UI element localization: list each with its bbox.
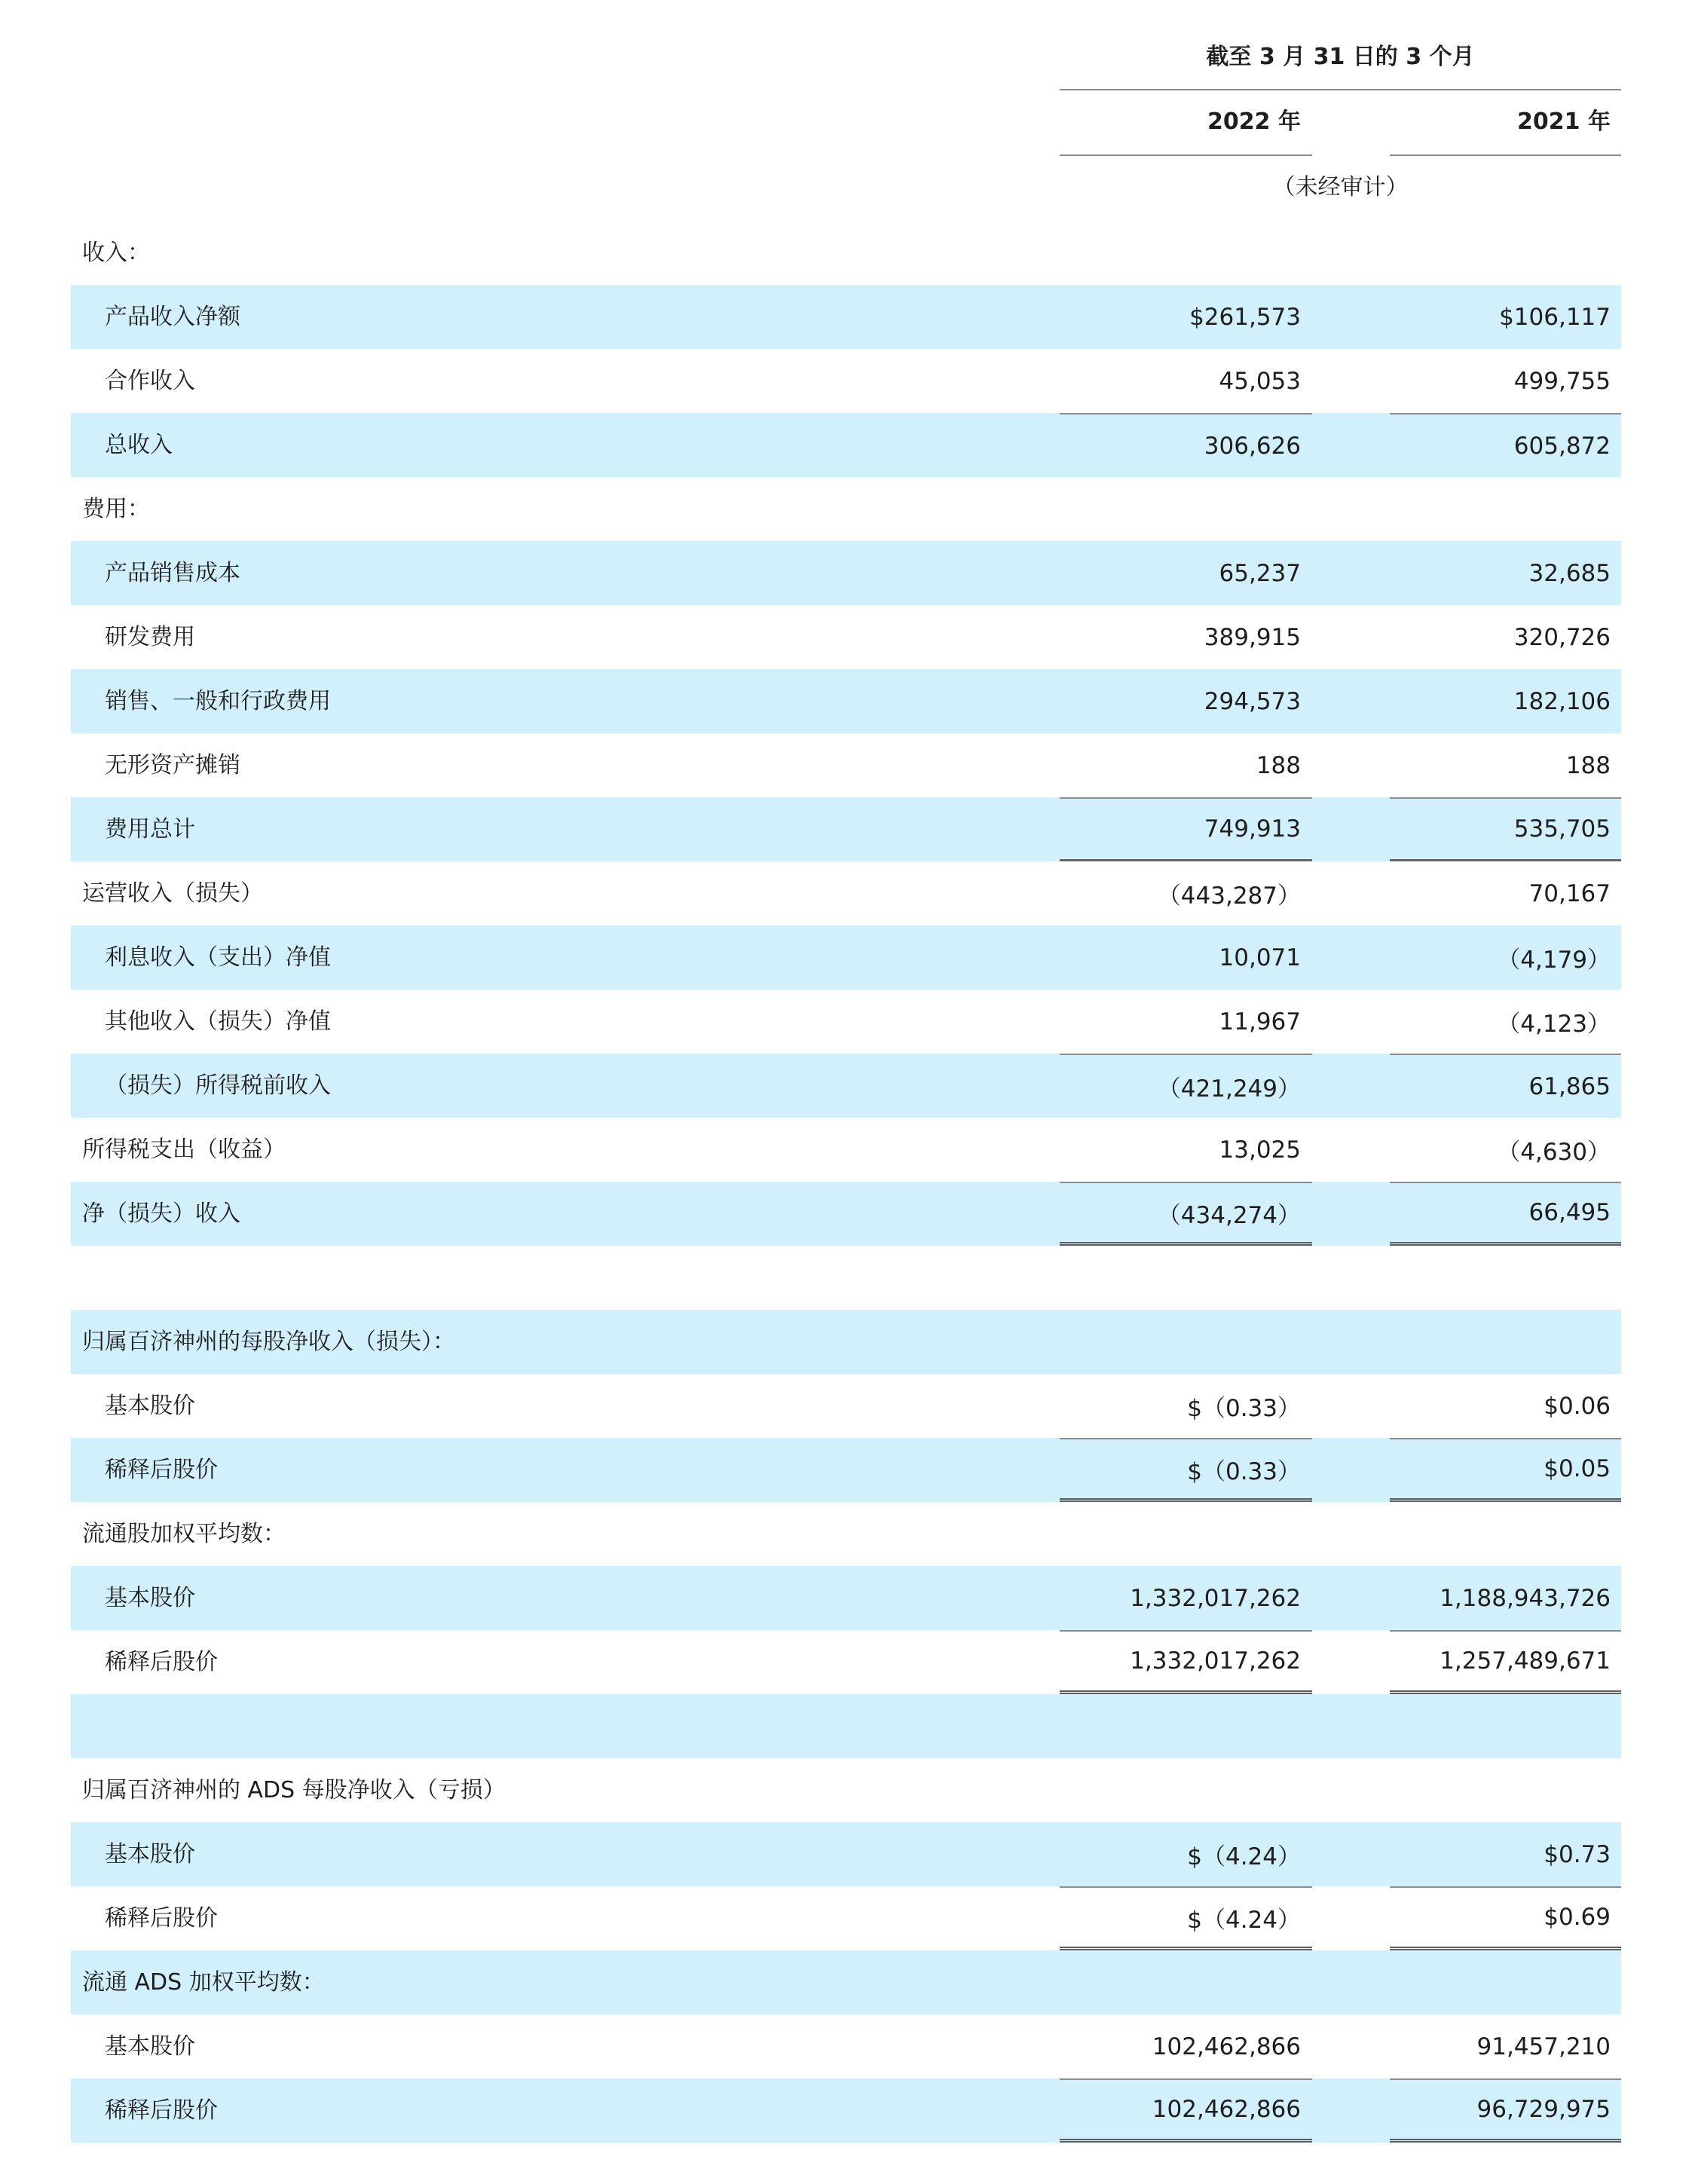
section-revenue <box>71 221 1621 285</box>
row-other-income <box>71 990 1621 1054</box>
header-divider <box>1060 89 1621 90</box>
row-operating-income <box>71 861 1621 925</box>
blank-row <box>71 1694 1621 1758</box>
section-eps <box>71 1310 1621 1374</box>
row-label: 基本股价 <box>105 2033 195 2060</box>
value-2021: 96,729,975 <box>1390 2078 1621 2143</box>
value-2022: 1,332,017,262 <box>1060 1630 1312 1694</box>
row-shares-diluted <box>71 1630 1621 1694</box>
row-amortization <box>71 733 1621 797</box>
value-2022: 749,913 <box>1060 797 1312 861</box>
value-2021: （4,123） <box>1497 1011 1611 1038</box>
row-label: 费用： <box>82 496 150 522</box>
value-2022: $（0.33） <box>1187 1395 1301 1422</box>
value-2021: 91,457,210 <box>1476 2033 1611 2060</box>
section-expenses <box>71 477 1621 541</box>
row-label: 净（损失）收入 <box>82 1201 240 1227</box>
column-header-2022: 2022 年 <box>1207 109 1301 135</box>
column-header-2021: 2021 年 <box>1517 109 1611 135</box>
value-2021: $0.73 <box>1544 1840 1611 1868</box>
value-2021: 320,726 <box>1513 623 1611 651</box>
value-2022: （443,287） <box>1157 882 1301 910</box>
row-label: 产品销售成本 <box>105 560 240 586</box>
section-weighted-ads <box>71 1950 1621 2014</box>
blank-row <box>71 1246 1621 1310</box>
row-label: （损失）所得税前收入 <box>105 1072 331 1099</box>
value-2021: 499,755 <box>1513 367 1611 395</box>
row-label: 稀释后股价 <box>105 2097 218 2124</box>
value-2021: 605,872 <box>1390 413 1621 477</box>
row-net-product-revenue <box>71 285 1621 349</box>
section-ads-eps <box>71 1758 1621 1822</box>
value-2021: 1,188,943,726 <box>1440 1584 1611 1612</box>
row-pretax-income <box>71 1054 1621 1118</box>
row-label: 归属百济神州的每股净收入（损失）： <box>82 1329 455 1355</box>
value-2022: 65,237 <box>1219 559 1301 587</box>
row-collaboration-revenue <box>71 349 1621 413</box>
row-label: 运营收入（损失） <box>82 880 263 907</box>
unaudited-note: （未经审计） <box>1272 174 1409 200</box>
row-label: 所得税支出（收益） <box>82 1136 286 1163</box>
value-2022: 102,462,866 <box>1152 2033 1301 2060</box>
row-label: 稀释后股价 <box>105 1649 218 1675</box>
row-label: 基本股价 <box>105 1393 195 1419</box>
row-label: 无形资产摊销 <box>105 752 240 778</box>
row-label: 总收入 <box>105 432 173 458</box>
row-label: 费用总计 <box>105 816 195 843</box>
value-2022: 13,025 <box>1219 1136 1301 1164</box>
value-2021: 32,685 <box>1528 559 1611 587</box>
row-label: 收入： <box>82 240 150 266</box>
value-2022: $（0.33） <box>1060 1438 1312 1502</box>
value-2022: （434,274） <box>1060 1182 1312 1246</box>
value-2021: $0.05 <box>1390 1438 1621 1502</box>
row-ads-eps-diluted <box>71 1886 1621 1950</box>
row-shares-basic <box>71 1566 1621 1630</box>
row-label: 其他收入（损失）净值 <box>105 1008 331 1035</box>
value-2022: 294,573 <box>1204 687 1301 715</box>
value-2021: 61,865 <box>1390 1054 1621 1118</box>
row-ads-eps-basic <box>71 1822 1621 1886</box>
row-total-expenses <box>71 797 1621 861</box>
value-2022: $（4.24） <box>1187 1843 1301 1870</box>
period-header: 截至 3 月 31 日的 3 个月 <box>1206 44 1475 70</box>
row-sga-expenses <box>71 669 1621 733</box>
row-net-income <box>71 1182 1621 1246</box>
row-label: 基本股价 <box>105 1585 195 1611</box>
value-2021: 535,705 <box>1390 797 1621 861</box>
value-2022: （421,249） <box>1060 1054 1312 1118</box>
row-label: 流通股加权平均数： <box>82 1521 286 1547</box>
row-cost-of-sales <box>71 541 1621 605</box>
column-underline-2022 <box>1060 154 1312 156</box>
row-label: 研发费用 <box>105 624 195 650</box>
value-2022: 11,967 <box>1219 1008 1301 1035</box>
row-label: 利息收入（支出）净值 <box>105 944 331 971</box>
value-2021: $106,117 <box>1499 303 1611 331</box>
value-2022: 45,053 <box>1219 367 1301 395</box>
row-label: 稀释后股价 <box>105 1457 218 1483</box>
row-eps-diluted <box>71 1438 1621 1502</box>
value-2021: （4,179） <box>1497 947 1611 974</box>
row-label: 销售、一般和行政费用 <box>105 688 331 714</box>
value-2021: 188 <box>1565 751 1611 779</box>
value-2021: $0.06 <box>1544 1392 1611 1420</box>
row-label: 稀释后股价 <box>105 1905 218 1932</box>
row-label: 合作收入 <box>105 368 195 394</box>
section-weighted-shares <box>71 1502 1621 1566</box>
column-underline-2021 <box>1390 154 1621 156</box>
value-2021: （4,630） <box>1497 1139 1611 1166</box>
value-2022: $261,573 <box>1189 303 1301 331</box>
value-2022: 306,626 <box>1060 413 1312 477</box>
row-total-revenue <box>71 413 1621 477</box>
value-2022: 389,915 <box>1204 623 1301 651</box>
row-interest-income <box>71 925 1621 990</box>
row-label: 归属百济神州的 ADS 每股净收入（亏损） <box>82 1777 506 1803</box>
row-label: 基本股价 <box>105 1841 195 1867</box>
income-statement-table <box>71 221 1621 2143</box>
value-2021: 66,495 <box>1390 1182 1621 1246</box>
row-ads-basic <box>71 2014 1621 2078</box>
row-label: 产品收入净额 <box>105 304 240 330</box>
row-label: 流通 ADS 加权平均数： <box>82 1969 325 1996</box>
value-2022: 10,071 <box>1219 944 1301 971</box>
value-2021: 182,106 <box>1513 687 1611 715</box>
value-2022: 1,332,017,262 <box>1130 1584 1301 1612</box>
row-research-development <box>71 605 1621 669</box>
value-2022: $（4.24） <box>1060 1886 1312 1950</box>
row-income-tax <box>71 1118 1621 1182</box>
value-2021: 1,257,489,671 <box>1390 1630 1621 1694</box>
value-2022: 102,462,866 <box>1060 2078 1312 2143</box>
row-ads-diluted <box>71 2078 1621 2143</box>
value-2022: 188 <box>1256 751 1301 779</box>
row-eps-basic <box>71 1374 1621 1438</box>
value-2021: 70,167 <box>1528 879 1611 907</box>
value-2021: $0.69 <box>1390 1886 1621 1950</box>
